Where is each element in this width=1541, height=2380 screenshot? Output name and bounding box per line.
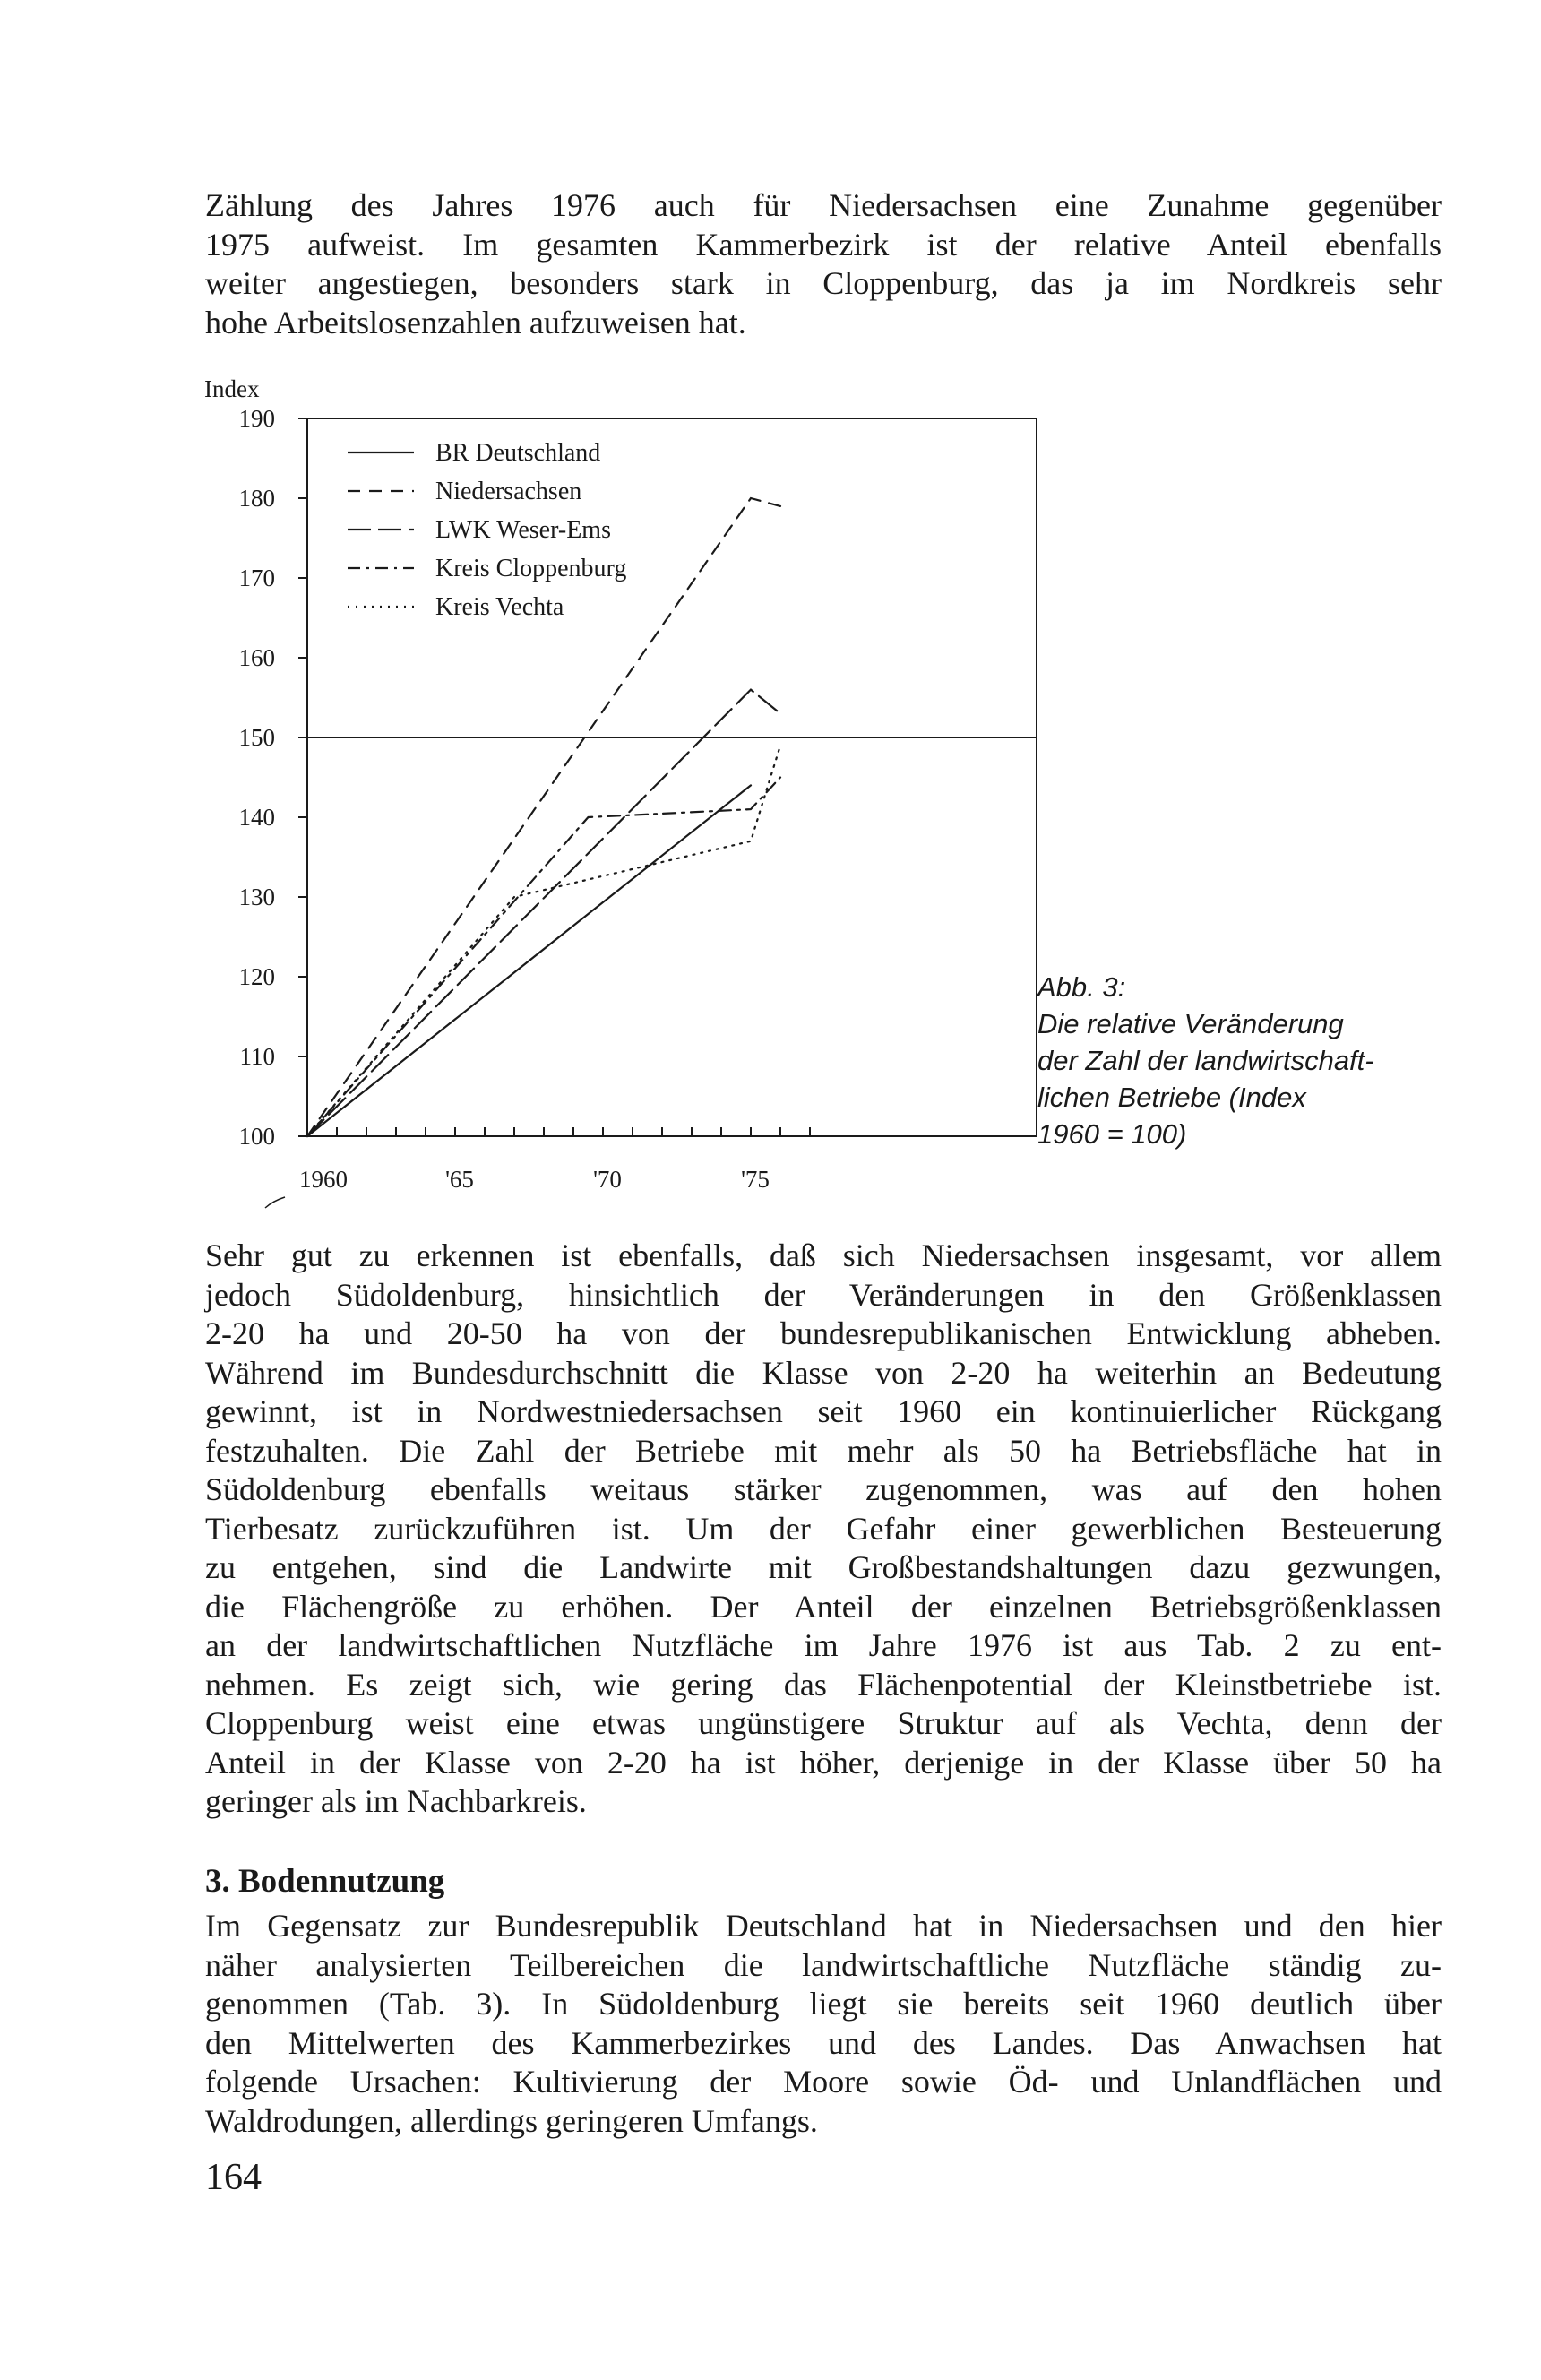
y-tick-label: 150 (238, 724, 275, 751)
legend-label: Kreis Vechta (435, 593, 564, 621)
y-axis-label: Index (204, 375, 260, 402)
paragraph-2 (205, 1237, 1442, 1822)
legend-label: LWK Weser-Ems (435, 516, 611, 544)
y-tick-label: 140 (238, 804, 275, 831)
text-line: Cloppenburg weist eine etwas ungünstigere Struktur auf als Vechta, denn der (205, 1705, 1442, 1741)
y-tick-label: 130 (238, 884, 275, 910)
text-line: den Mittelwerten des Kammerbezirkes und des Landes. Das Anwachsen hat (205, 2024, 1442, 2061)
section-heading: 3. Bodennutzung (205, 1863, 445, 1900)
y-tick-label: 170 (238, 565, 275, 591)
text-line: folgende Ursachen: Kultivierung der Moore sowie Öd- und Unlandflächen und (205, 2064, 1442, 2100)
series-line (307, 785, 751, 1136)
text-line: Zählung des Jahres 1976 auch für Niedersachsen eine Zunahme gegenüber (205, 187, 1442, 223)
caption-line: lichen Betriebe (Index (1037, 1082, 1306, 1113)
text-line: Während im Bundesdurchschnitt die Klasse von 2-20 ha weiterhin an Bedeutung (205, 1354, 1442, 1391)
text-line: nehmen. Es zeigt sich, wie gering das Flächenpotential der Kleinstbetriebe ist. (205, 1666, 1442, 1703)
text-line: Sehr gut zu erkennen ist ebenfalls, daß sich Niedersachsen insgesamt, vor allem (205, 1237, 1442, 1273)
paragraph-3 (205, 1907, 1442, 2141)
text-line: Waldrodungen, allerdings geringeren Umfangs. (205, 2102, 818, 2139)
text-line: Im Gegensatz zur Bundesrepublik Deutschland hat in Niedersachsen und den hier (205, 1908, 1442, 1944)
text-line: Tierbesatz zurückzuführen ist. Um der Gefahr einer gewerblichen Besteuerung (205, 1510, 1442, 1547)
legend-label: BR Deutschland (435, 439, 601, 467)
text-line: Südoldenburg ebenfalls weitaus stärker zugenommen, was auf den hohen (205, 1471, 1442, 1507)
caption-line: Abb. 3: (1037, 971, 1126, 1003)
x-tick-label: '65 (445, 1166, 474, 1193)
scan-mark (265, 1197, 285, 1208)
text-line: zu entgehen, sind die Landwirte mit Großbestandshaltungen dazu gezwungen, (205, 1549, 1442, 1585)
y-tick-label: 180 (238, 485, 275, 512)
y-tick-label: 110 (239, 1043, 275, 1070)
caption-line: Die relative Veränderung (1037, 1008, 1344, 1039)
x-tick-label: '70 (593, 1166, 622, 1193)
x-tick-label: '75 (741, 1166, 770, 1193)
y-tick-label: 190 (238, 405, 275, 432)
text-line: gewinnt, ist in Nordwestniedersachsen seit 1960 ein kontinuierlicher Rückgang (205, 1393, 1442, 1429)
page-number: 164 (205, 2157, 262, 2198)
series-line (307, 690, 780, 1136)
y-tick-label: 100 (238, 1123, 275, 1150)
text-line: geringer als im Nachbarkreis. (205, 1783, 587, 1819)
caption-line: 1960 = 100) (1037, 1118, 1187, 1150)
x-tick-label: 1960 (299, 1166, 348, 1193)
text-line: 1975 aufweist. Im gesamten Kammerbezirk ist der relative Anteil ebenfalls (205, 226, 1442, 263)
text-line: näher analysierten Teilbereichen die landwirtschaftliche Nutzfläche ständig zu- (205, 1946, 1442, 1983)
text-line: 2-20 ha und 20-50 ha von der bundesrepublikanischen Entwicklung abheben. (205, 1315, 1442, 1351)
text-line: festzuhalten. Die Zahl der Betriebe mit mehr als 50 ha Betriebsfläche hat in (205, 1432, 1442, 1469)
text-line: Anteil in der Klasse von 2-20 ha ist höher, derjenige in der Klasse über 50 ha (205, 1744, 1442, 1781)
series-line (307, 746, 780, 1136)
y-tick-label: 160 (238, 644, 275, 671)
text-line: an der landwirtschaftlichen Nutzfläche im Jahre 1976 ist aus Tab. 2 zu ent- (205, 1627, 1442, 1663)
y-tick-label: 120 (238, 963, 275, 990)
figure-caption (1037, 969, 1450, 1152)
text-line: genommen (Tab. 3). In Südoldenburg liegt sie bereits seit 1960 deutlich über (205, 1986, 1442, 2022)
caption-line: der Zahl der landwirtschaft- (1037, 1045, 1374, 1076)
text-line: die Flächengröße zu erhöhen. Der Anteil der einzelnen Betriebsgrößenklassen (205, 1588, 1442, 1625)
text-line: weiter angestiegen, besonders stark in Cloppenburg, das ja im Nordkreis sehr (205, 265, 1442, 301)
text-line: hohe Arbeitslosenzahlen aufzuweisen hat. (205, 304, 746, 341)
series-line (307, 778, 780, 1137)
legend-label: Kreis Cloppenburg (435, 555, 627, 582)
legend-label: Niedersachsen (435, 478, 582, 505)
text-line: jedoch Südoldenburg, hinsichtlich der Veränderungen in den Größenklassen (205, 1276, 1442, 1313)
